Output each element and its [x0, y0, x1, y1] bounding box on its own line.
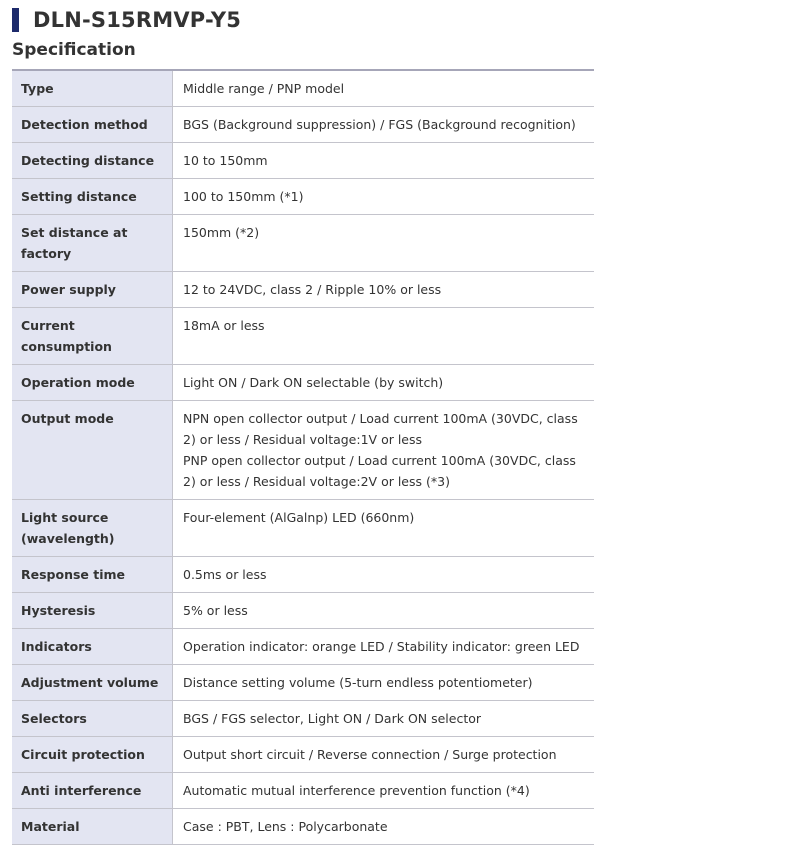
spec-label: Hysteresis — [12, 593, 173, 629]
pnp-output-text: PNP open collector output / Load current 100mA (30VDC, class 2) or less / Residual voltage:2V or less (*3) — [183, 453, 576, 489]
spec-label: Selectors — [12, 701, 173, 737]
title-accent-bar — [12, 8, 19, 32]
table-row — [12, 365, 594, 401]
spec-label: Detection method — [12, 107, 173, 143]
table-row — [12, 500, 594, 557]
table-row — [12, 272, 594, 308]
spec-value: Four-element (AlGalnp) LED (660nm) — [173, 500, 595, 557]
table-row — [12, 308, 594, 365]
table-row — [12, 179, 594, 215]
spec-value: 12 to 24VDC, class 2 / Ripple 10% or less — [173, 272, 595, 308]
table-row — [12, 737, 594, 773]
spec-value: 150mm (*2) — [173, 215, 595, 272]
npn-output-text: NPN open collector output / Load current 100mA (30VDC, class 2) or less / Residual voltage:1V or less — [183, 411, 578, 447]
spec-label: Material — [12, 809, 173, 845]
spec-label: Output mode — [12, 401, 173, 500]
spec-value: 10 to 150mm — [173, 143, 595, 179]
spec-value: Distance setting volume (5-turn endless potentiometer) — [173, 665, 595, 701]
table-row — [12, 701, 594, 737]
spec-label: Adjustment volume — [12, 665, 173, 701]
table-row — [12, 143, 594, 179]
spec-label: Power supply — [12, 272, 173, 308]
spec-label: Light source (wavelength) — [12, 500, 173, 557]
table-row — [12, 107, 594, 143]
spec-label: Detecting distance — [12, 143, 173, 179]
spec-label: Anti interference — [12, 773, 173, 809]
table-row — [12, 809, 594, 845]
spec-value: Automatic mutual interference prevention function (*4) — [173, 773, 595, 809]
table-row — [12, 70, 594, 107]
table-row — [12, 665, 594, 701]
spec-value-multiline — [173, 401, 595, 500]
section-heading: Specification — [12, 40, 136, 60]
spec-label: Current consumption — [12, 308, 173, 365]
spec-value: 0.5ms or less — [173, 557, 595, 593]
spec-value: Output short circuit / Reverse connection / Surge protection — [173, 737, 595, 773]
table-row — [12, 593, 594, 629]
spec-value: Case : PBT, Lens : Polycarbonate — [173, 809, 595, 845]
spec-value: 100 to 150mm (*1) — [173, 179, 595, 215]
spec-label: Circuit protection — [12, 737, 173, 773]
spec-label: Setting distance — [12, 179, 173, 215]
table-row — [12, 401, 594, 500]
spec-value: Operation indicator: orange LED / Stability indicator: green LED — [173, 629, 595, 665]
spec-label: Set distance at factory — [12, 215, 173, 272]
spec-label: Response time — [12, 557, 173, 593]
spec-value: 18mA or less — [173, 308, 595, 365]
spec-value: BGS (Background suppression) / FGS (Background recognition) — [173, 107, 595, 143]
spec-value: 5% or less — [173, 593, 595, 629]
spec-label: Operation mode — [12, 365, 173, 401]
table-row — [12, 773, 594, 809]
spec-label: Type — [12, 70, 173, 107]
spec-value: Middle range / PNP model — [173, 70, 595, 107]
spec-label: Indicators — [12, 629, 173, 665]
table-row — [12, 215, 594, 272]
table-row — [12, 557, 594, 593]
page-title — [12, 6, 241, 34]
product-model-title: DLN-S15RMVP-Y5 — [33, 8, 242, 32]
specification-table — [12, 69, 594, 845]
spec-value: BGS / FGS selector, Light ON / Dark ON selector — [173, 701, 595, 737]
table-row — [12, 629, 594, 665]
spec-value: Light ON / Dark ON selectable (by switch) — [173, 365, 595, 401]
